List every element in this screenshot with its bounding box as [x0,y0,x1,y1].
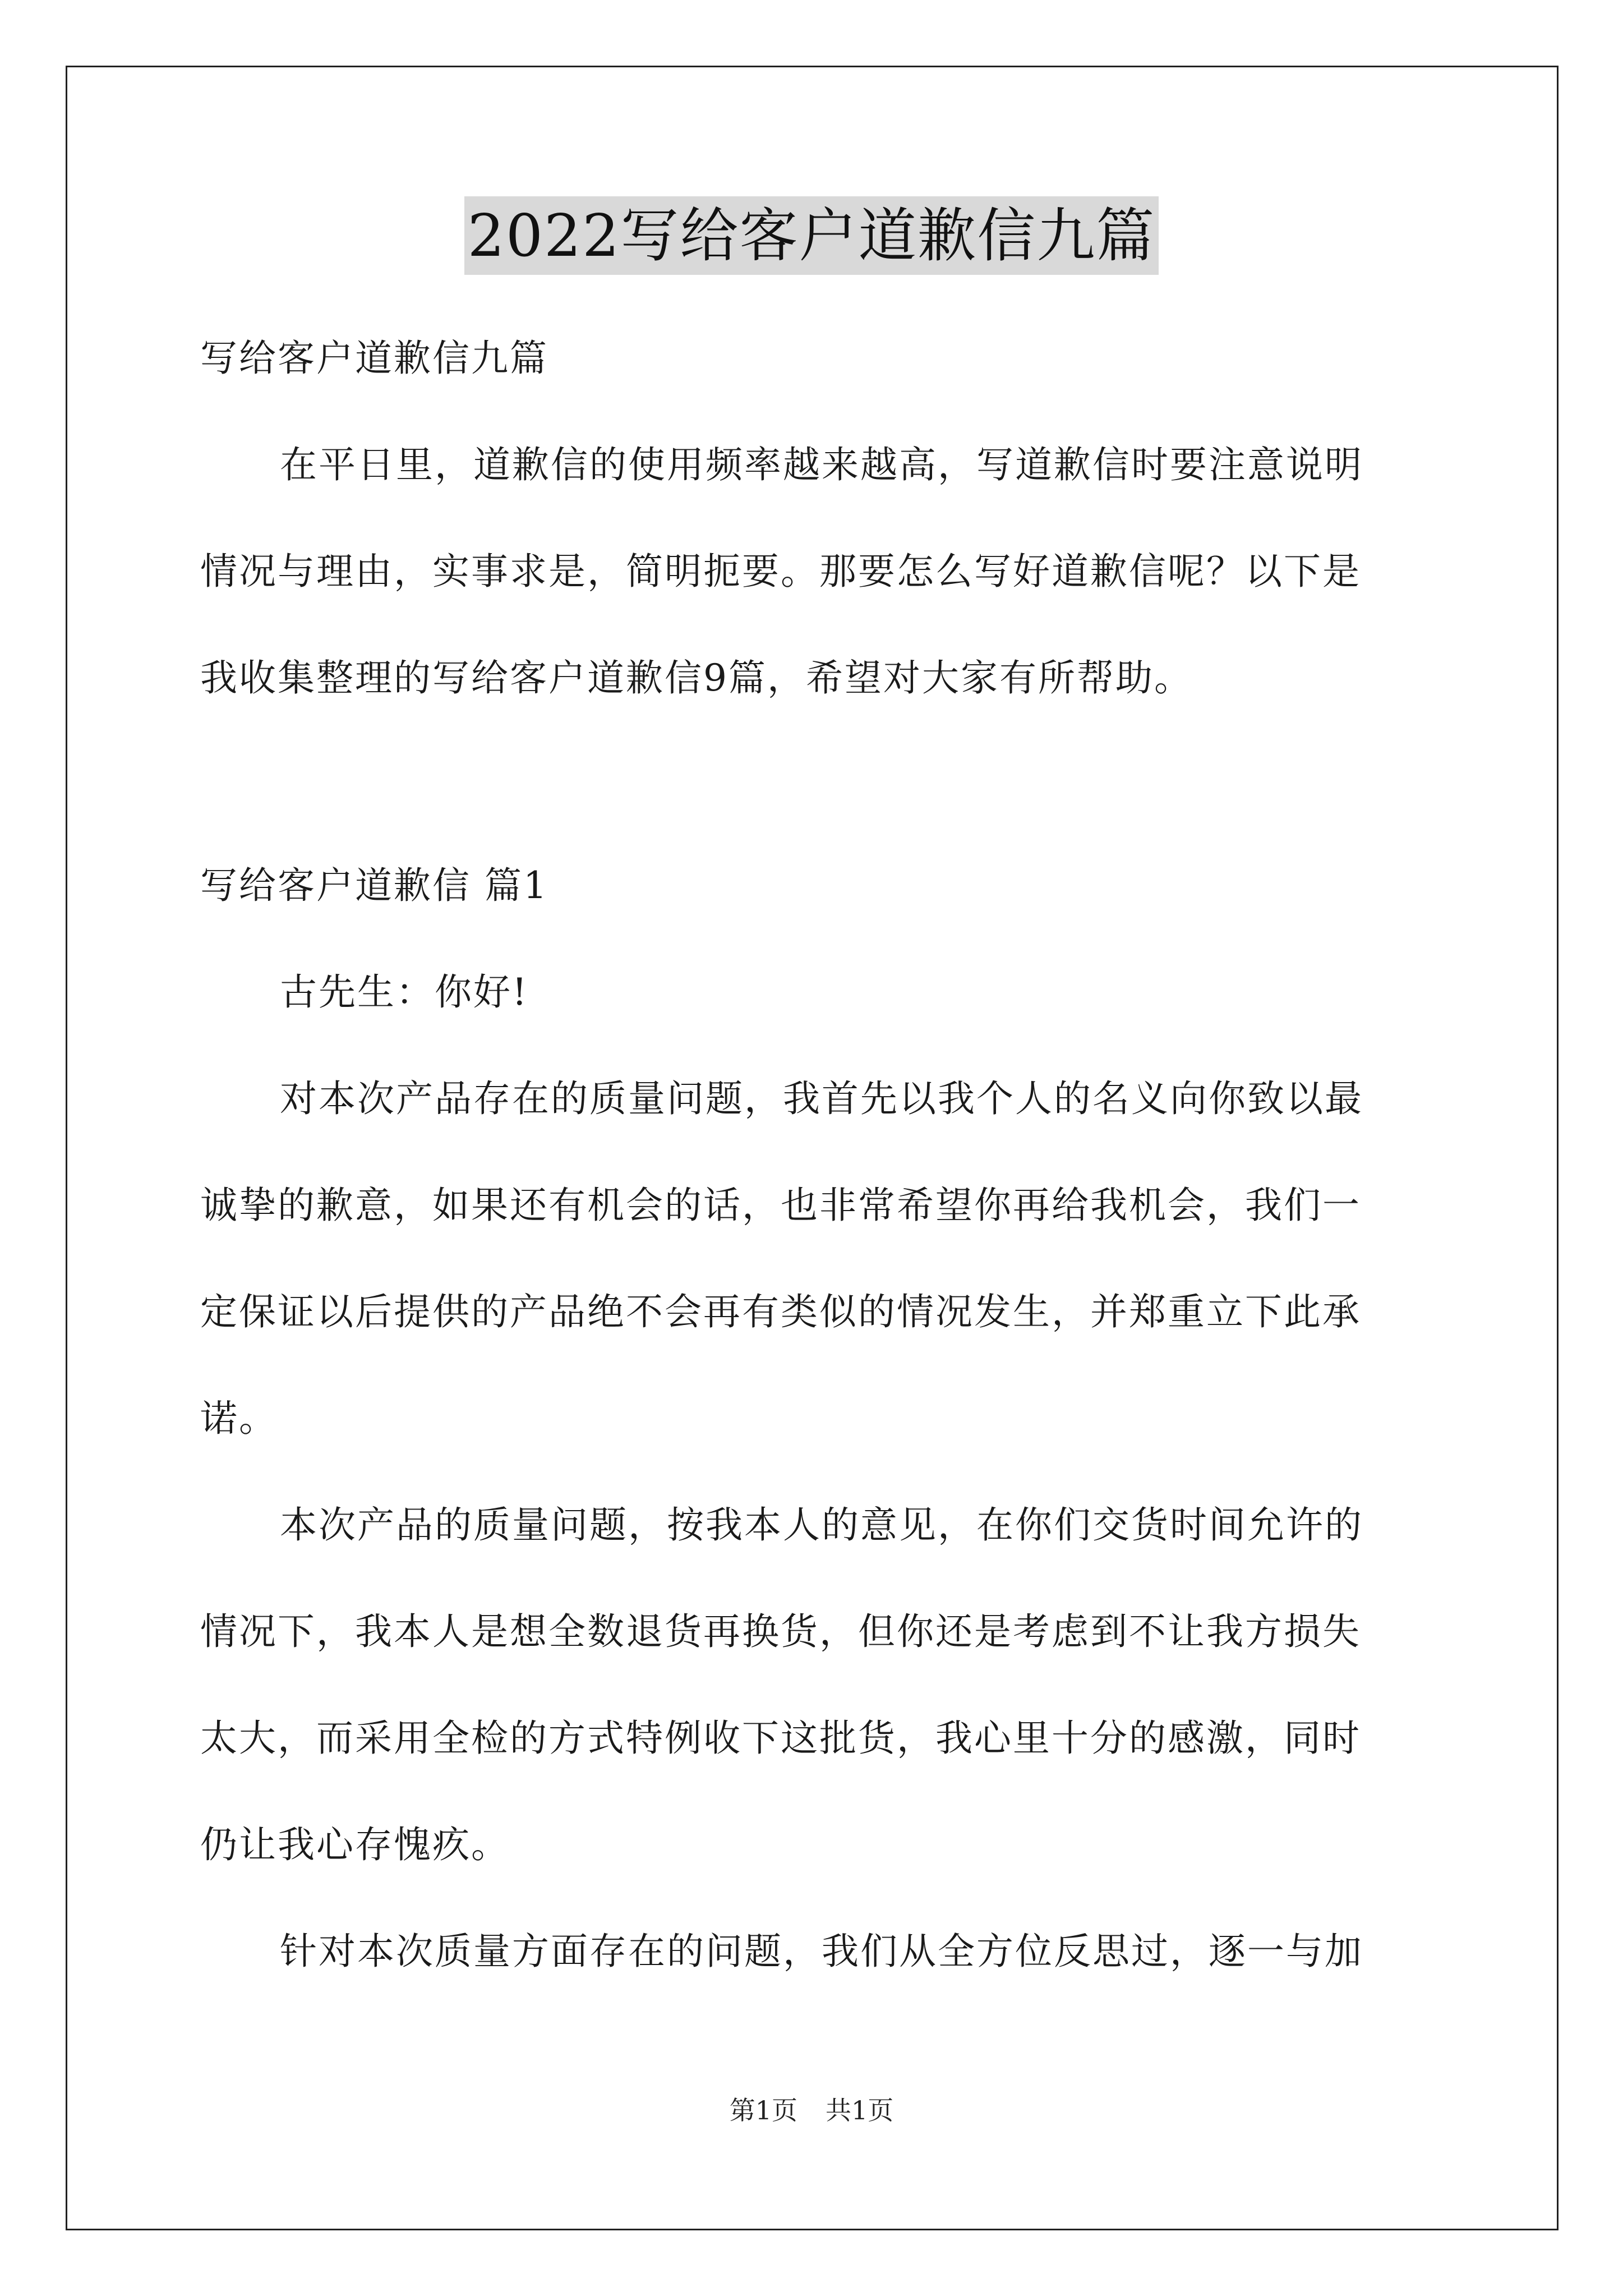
page-total: 共1页 [826,2095,894,2125]
paragraph-line: 本次产品的质量问题，按我本人的意见，在你们交货时间允许的 [280,1503,1363,1547]
paragraph-line: 仍让我心存愧疚。 [200,1823,510,1866]
paragraph-line: 对本次产品存在的质量问题，我首先以我个人的名义向你致以最 [280,1077,1363,1120]
title-wrapper [0,196,1623,275]
paragraph-line: 太大，而采用全检的方式特例收下这批货，我心里十分的感激，同时 [200,1717,1361,1760]
section-heading: 写给客户道歉信 篇1 [200,864,548,907]
paragraph-gap [200,731,1440,832]
paragraph-line: 诺。 [200,1397,278,1440]
subtitle: 写给客户道歉信九篇 [200,337,548,380]
page-number: 第1页 [729,2095,797,2125]
letter-greeting: 古先生：你好! [280,970,529,1014]
document-title: 2022写给客户道歉信九篇 [464,196,1159,275]
page-footer [0,2093,1623,2127]
paragraph-line: 定保证以后提供的产品绝不会再有类似的情况发生，并郑重立下此承 [200,1290,1361,1333]
intro-line: 情况与理由，实事求是，简明扼要。那要怎么写好道歉信呢？以下是 [200,550,1361,593]
document-body [200,305,1440,2005]
intro-line: 在平日里，道歉信的使用频率越来越高，写道歉信时要注意说明 [280,443,1363,486]
paragraph-line: 针对本次质量方面存在的问题，我们从全方位反思过，逐一与加 [280,1930,1363,1973]
intro-line: 我收集整理的写给客户道歉信9篇，希望对大家有所帮助。 [200,656,1193,700]
paragraph-line: 诚挚的歉意，如果还有机会的话，也非常希望你再给我机会，我们一 [200,1184,1361,1227]
paragraph-line: 情况下，我本人是想全数退货再换货，但你还是考虑到不让我方损失 [200,1610,1361,1653]
